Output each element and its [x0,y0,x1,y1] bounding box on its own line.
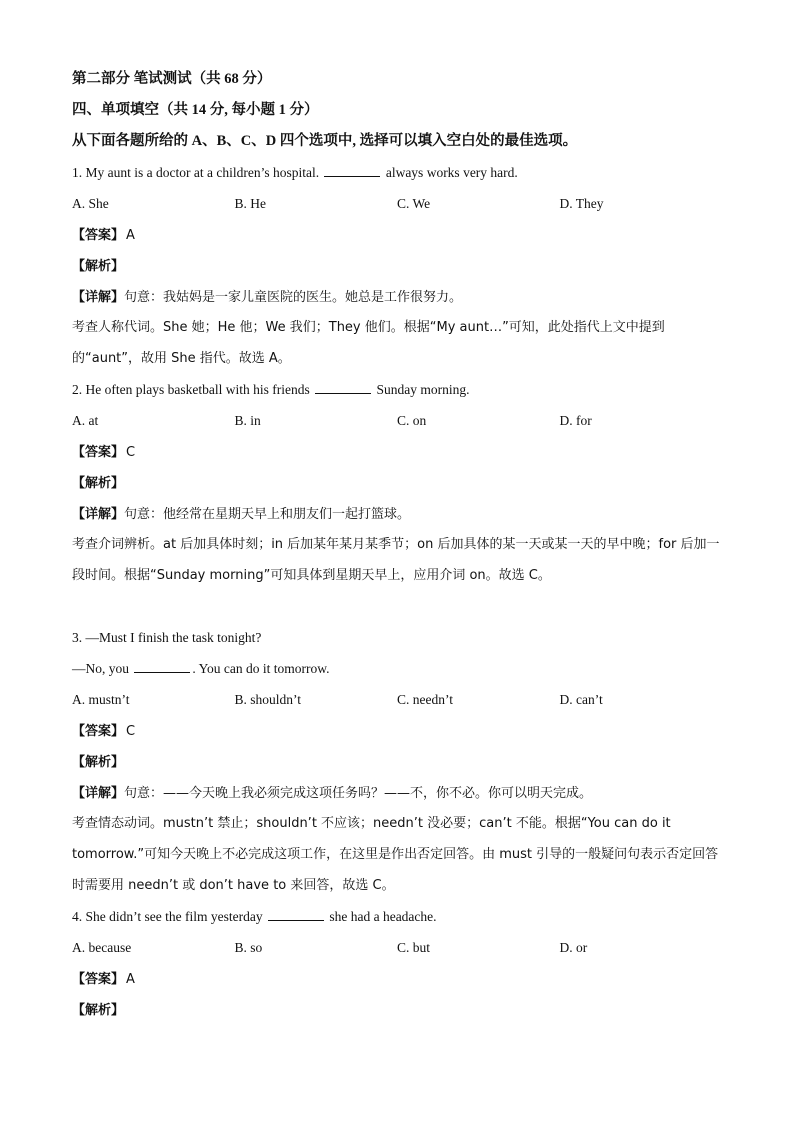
option-d: D. for [559,413,592,428]
part-heading: 第二部分 笔试测试（共 68 分） [72,71,272,87]
answer-blank [315,381,371,394]
question-4-answer: 【答案】 A [72,972,135,987]
option-c: C. but [397,940,431,955]
question-4-stem: 4. She didn’t see the film yesterday she had a headache. [72,909,437,924]
option-a: A. because [72,940,132,955]
option-b: B. so [234,940,263,955]
option-c: C. We [397,196,431,211]
question-3-analysis-label: 【解析】 [72,755,125,770]
answer-blank [268,908,324,921]
document-page [72,64,722,1025]
option-b: B. shouldn’t [234,692,302,707]
question-2-answer: 【答案】 C [72,445,136,460]
question-3-stem: 3. —Must I finish the task tonight? [72,630,262,645]
question-1-detail: 【详解】句意：我姑妈是一家儿童医院的医生。她总是工作很努力。 [72,290,463,305]
option-d: D. or [559,940,588,955]
question-3-answer: 【答案】 C [72,724,136,739]
question-3-options [72,684,722,715]
question-3-explanation: 考查情态动词。mustn’t 禁止；shouldn’t 不应该；needn’t 没必要；can’t 不能。根据“You can do it tomorrow.”可知今天晚上不必完成这项工作，在这里是作出否定回答。由 must 引导的一般疑问句表示否定回答时需要用 needn’t 或 don’t have to 来回答，故选 C。 [72,816,719,893]
question-2-options [72,405,722,436]
question-4-options [72,932,722,963]
option-a: A. mustn’t [72,692,130,707]
option-d: D. They [559,196,604,211]
question-1-stem: 1. My aunt is a doctor at a children’s hospital. always works very hard. [72,165,518,180]
question-1-explanation: 考查人称代词。She 她；He 他；We 我们；They 他们。根据“My aunt…”可知，此处指代上文中提到的“aunt”，故用 She 指代。故选 A。 [72,320,665,366]
option-d: D. can’t [559,692,603,707]
option-c: C. on [397,413,427,428]
question-2-analysis-label: 【解析】 [72,476,125,491]
option-a: A. She [72,196,109,211]
question-4-analysis-label: 【解析】 [72,1003,125,1018]
section-heading: 四、单项填空（共 14 分, 每小题 1 分） [72,102,319,118]
spacer [72,591,722,622]
question-2-explanation: 考查介词辨析。at 后加具体时刻；in 后加某年某月某季节；on 后加具体的某一天或某一天的早中晚；for 后加一段时间。根据“Sunday morning”可知具体到星期天早上，应用介词 on。故选 C。 [72,537,720,583]
question-1-options [72,188,722,219]
question-2-stem: 2. He often plays basketball with his friends Sunday morning. [72,382,470,397]
option-b: B. He [234,196,266,211]
question-1-answer: 【答案】 A [72,228,135,243]
answer-blank [324,164,380,177]
question-2-detail: 【详解】句意：他经常在星期天早上和朋友们一起打篮球。 [72,507,411,522]
answer-blank [134,660,190,673]
option-c: C. needn’t [397,692,453,707]
instruction: 从下面各题所给的 A、B、C、D 四个选项中, 选择可以填入空白处的最佳选项。 [72,133,578,149]
question-3-detail: 【详解】句意：——今天晚上我必须完成这项任务吗？——不，你不必。你可以明天完成。 [72,786,593,801]
option-b: B. in [234,413,261,428]
question-3-stem-reply: —No, you . You can do it tomorrow. [72,661,330,676]
option-a: A. at [72,413,99,428]
question-1-analysis-label: 【解析】 [72,259,125,274]
